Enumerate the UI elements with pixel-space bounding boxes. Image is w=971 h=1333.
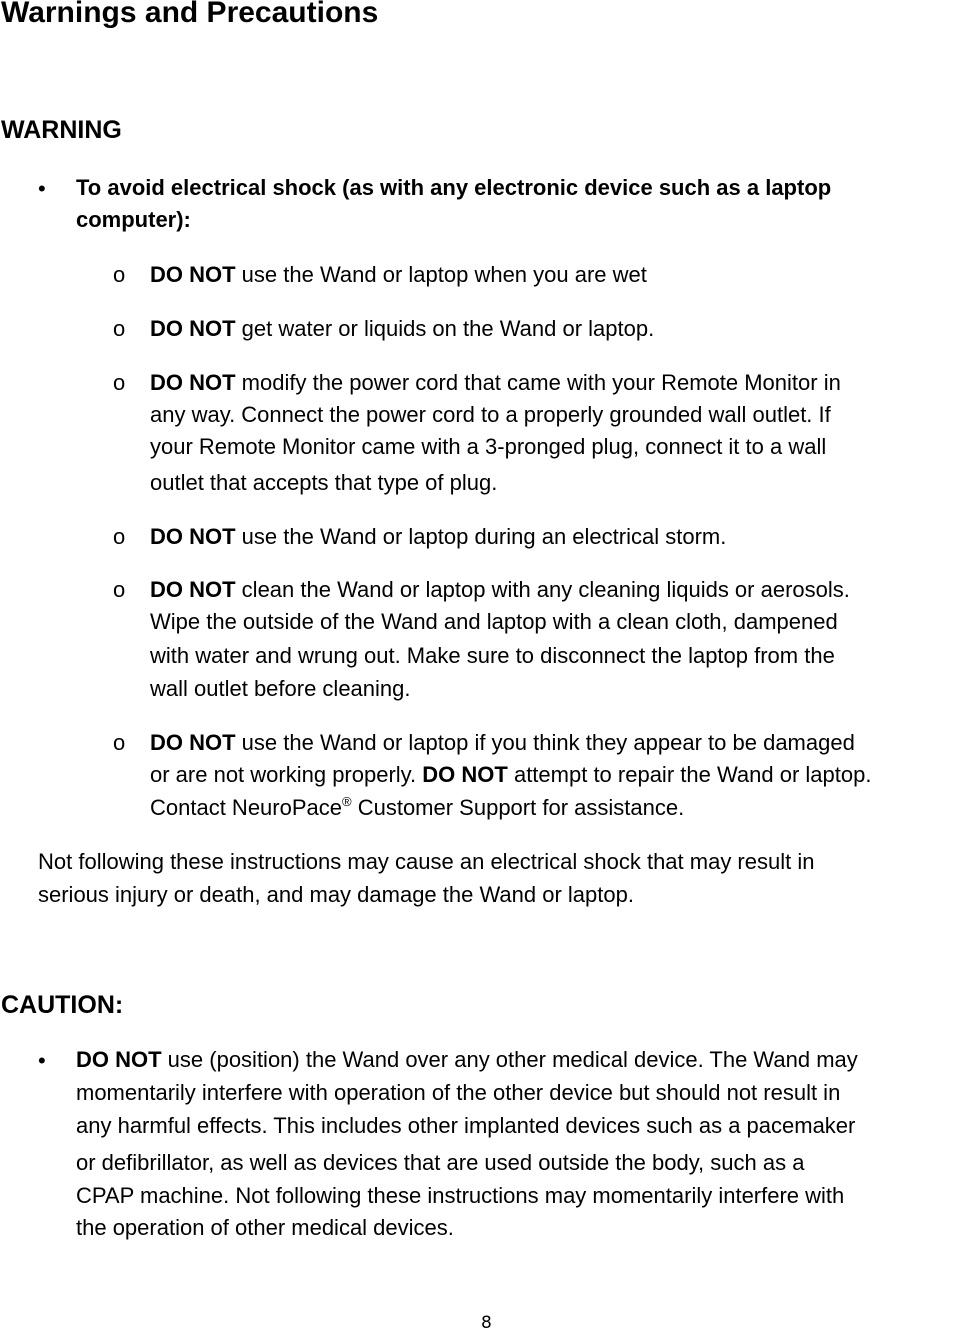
- do-not-lead: DO NOT: [150, 316, 236, 341]
- warning-item-3: [150, 367, 841, 399]
- item-text: clean the Wand or laptop with any cleaning liquids or aerosols.: [235, 577, 850, 602]
- item-text: Contact NeuroPace: [150, 795, 342, 820]
- item-text: or are not working properly.: [150, 762, 423, 787]
- warning-item-5-line-3: with water and wrung out. Make sure to disconnect the laptop from the: [150, 643, 835, 668]
- caution-line-2: momentarily interfere with operation of the other device but should not result in: [76, 1080, 841, 1105]
- item-text: use (position) the Wand over any other medical device. The Wand may: [161, 1047, 858, 1072]
- sub-bullet-marker: o: [113, 577, 126, 602]
- sub-bullet-marker: o: [113, 316, 126, 341]
- caution-heading: CAUTION:: [1, 991, 124, 1019]
- caution-line-3: any harmful effects. This includes other implanted devices such as a pacemaker: [76, 1113, 856, 1138]
- caution-line-5: CPAP machine. Not following these instructions may momentarily interfere with: [76, 1183, 845, 1208]
- warning-item-6: [150, 727, 855, 759]
- warning-item-3-line-4: outlet that accepts that type of plug.: [150, 470, 498, 495]
- item-text: modify the power cord that came with your Remote Monitor in: [235, 370, 841, 395]
- caution-line-4: or defibrillator, as well as devices that are used outside the body, such as a: [76, 1150, 805, 1175]
- sub-bullet-marker: o: [113, 262, 126, 287]
- warning-item-5-line-4: wall outlet before cleaning.: [150, 676, 411, 701]
- caution-line-6: the operation of other medical devices.: [76, 1215, 454, 1240]
- item-text: attempt to repair the Wand or laptop.: [507, 762, 872, 787]
- warning-heading: WARNING: [1, 116, 122, 144]
- item-text: Customer Support for assistance.: [351, 795, 685, 820]
- do-not-lead: DO NOT: [76, 1047, 162, 1072]
- warning-consequence-line-1: Not following these instructions may cause an electrical shock that may result in: [38, 849, 815, 874]
- warning-item-3-line-3: your Remote Monitor came with a 3-pronged plug, connect it to a wall: [150, 434, 827, 459]
- page-number: 8: [481, 1313, 492, 1333]
- bullet-icon: •: [38, 1048, 46, 1073]
- item-text: use the Wand or laptop when you are wet: [235, 262, 647, 287]
- warning-item-5: [150, 574, 850, 606]
- registered-mark: ®: [342, 794, 352, 809]
- warning-intro-line-2: computer):: [76, 207, 191, 232]
- do-not-lead: DO NOT: [150, 370, 236, 395]
- item-text: get water or liquids on the Wand or laptop.: [235, 316, 655, 341]
- warning-item-3-line-2: any way. Connect the power cord to a properly grounded wall outlet. If: [150, 402, 831, 427]
- warning-item-2: [150, 313, 654, 345]
- do-not-lead: DO NOT: [150, 730, 236, 755]
- item-text: use the Wand or laptop if you think they appear to be damaged: [235, 730, 855, 755]
- caution-line-1: [76, 1044, 858, 1076]
- page-title: Warnings and Precautions: [1, 0, 379, 29]
- warning-item-5-line-2: Wipe the outside of the Wand and laptop with a clean cloth, dampened: [150, 609, 838, 634]
- warning-item-6-line-3: [150, 792, 684, 824]
- do-not-lead: DO NOT: [150, 262, 236, 287]
- do-not-lead: DO NOT: [150, 577, 236, 602]
- warning-item-6-line-2: [150, 759, 871, 791]
- item-text: use the Wand or laptop during an electrical storm.: [235, 524, 727, 549]
- do-not-lead: DO NOT: [150, 524, 236, 549]
- do-not-inline: DO NOT: [422, 762, 508, 787]
- sub-bullet-marker: o: [113, 524, 126, 549]
- bullet-icon: •: [38, 176, 46, 201]
- warning-consequence-line-2: serious injury or death, and may damage the Wand or laptop.: [38, 882, 634, 907]
- warning-item-4: [150, 521, 726, 553]
- sub-bullet-marker: o: [113, 730, 126, 755]
- warning-item-1: [150, 259, 647, 291]
- warning-intro-line-1: To avoid electrical shock (as with any electronic device such as a laptop: [76, 175, 832, 200]
- sub-bullet-marker: o: [113, 370, 126, 395]
